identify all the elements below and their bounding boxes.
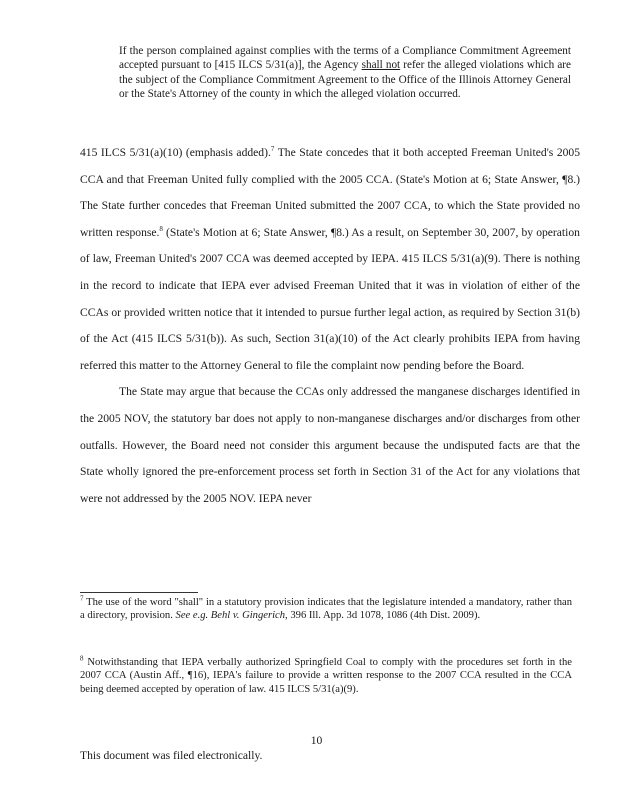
paragraph-1-continued: (State's Motion at 6; State Answer, ¶8.) As a result, on September 30, 2007, by operation of law, Freeman United's 2007 CCA was deemed accepted by IEPA. 415 ILCS 5/31(a)(9). There is nothing in the record to indicate that IEPA ever advised Freeman United that it was in violation of either of the CCAs or provided written notice that it intended to pursue further legal action, as required by Section 31(b) of the Act (415 ILCS 5/31(b)). As such, Section 31(a)(10) of the Act clearly prohibits IEPA from having referred this matter to the Attorney General to file the complaint now pending before the Board.	[80, 225, 580, 372]
filed-electronically-notice: This document was filed electronically.	[80, 749, 263, 762]
footnote-8	[80, 656, 572, 696]
quote-text-start: If the person complained against complies with the terms of a Compliance Commitment Agreement accepted pursuant to [415 ILCS 5/31(a)], the Agency	[119, 45, 571, 72]
footnote-7-marker: 7	[80, 594, 84, 603]
block-quotation	[119, 44, 571, 102]
footnote-8-text: Notwithstanding that IEPA verbally authorized Springfield Coal to comply with the procedures set forth in the 2007 CCA (Austin Aff., ¶16), IEPA's failure to provide a written response to the 2007 CCA resulted in the CCA being deemed accepted by operation of law. 415 ILCS 5/31(a)(9).	[80, 657, 572, 695]
footnote-ref-7: 7	[270, 145, 275, 154]
footnote-7-reporter: , 396 Ill. App. 3d 1078, 1086 (4th Dist. 2009).	[285, 610, 481, 622]
body-text	[80, 140, 580, 512]
quote-underlined-phrase: shall not	[361, 59, 401, 72]
footnote-ref-8: 8	[159, 224, 163, 233]
quote-text-end: refer the alleged violations which are the subject of the Compliance Commitment Agreement to the Office of the Illinois Attorney General or the State's Attorney of the county in which the alleged violation occurred.	[119, 59, 571, 101]
paragraph-1	[80, 140, 580, 379]
footnote-7-text: The use of the word "shall" in a statutory provision indicates that the legislature intended a mandatory, rather than a directory, provision.	[80, 597, 572, 622]
footnote-8-marker: 8	[80, 654, 84, 663]
footnote-divider	[80, 592, 198, 593]
footnote-7-case-citation: See e.g. Behl v. Gingerich	[175, 610, 286, 622]
page-number: 10	[310, 734, 323, 747]
citation-emphasis-added: 415 ILCS 5/31(a)(10) (emphasis added).	[80, 146, 271, 159]
footnote-7	[80, 596, 572, 623]
paragraph-2: The State may argue that because the CCAs only addressed the manganese discharges identified in the 2005 NOV, the statutory bar does not apply to non-manganese discharges and/or discharges from other outfalls. However, the Board need not consider this argument because the undisputed facts are that the State wholly ignored the pre-enforcement process set forth in Section 31 of the Act for any violations that were not addressed by the 2005 NOV. IEPA never	[80, 385, 580, 505]
paragraph-1-text: The State concedes that it both accepted Freeman United's 2005 CCA and that Freeman United fully complied with the 2005 CCA. (State's Motion at 6; State Answer, ¶8.) The State further concedes that Freeman United submitted the 2007 CCA, to which the State provided no written response.	[80, 146, 581, 239]
